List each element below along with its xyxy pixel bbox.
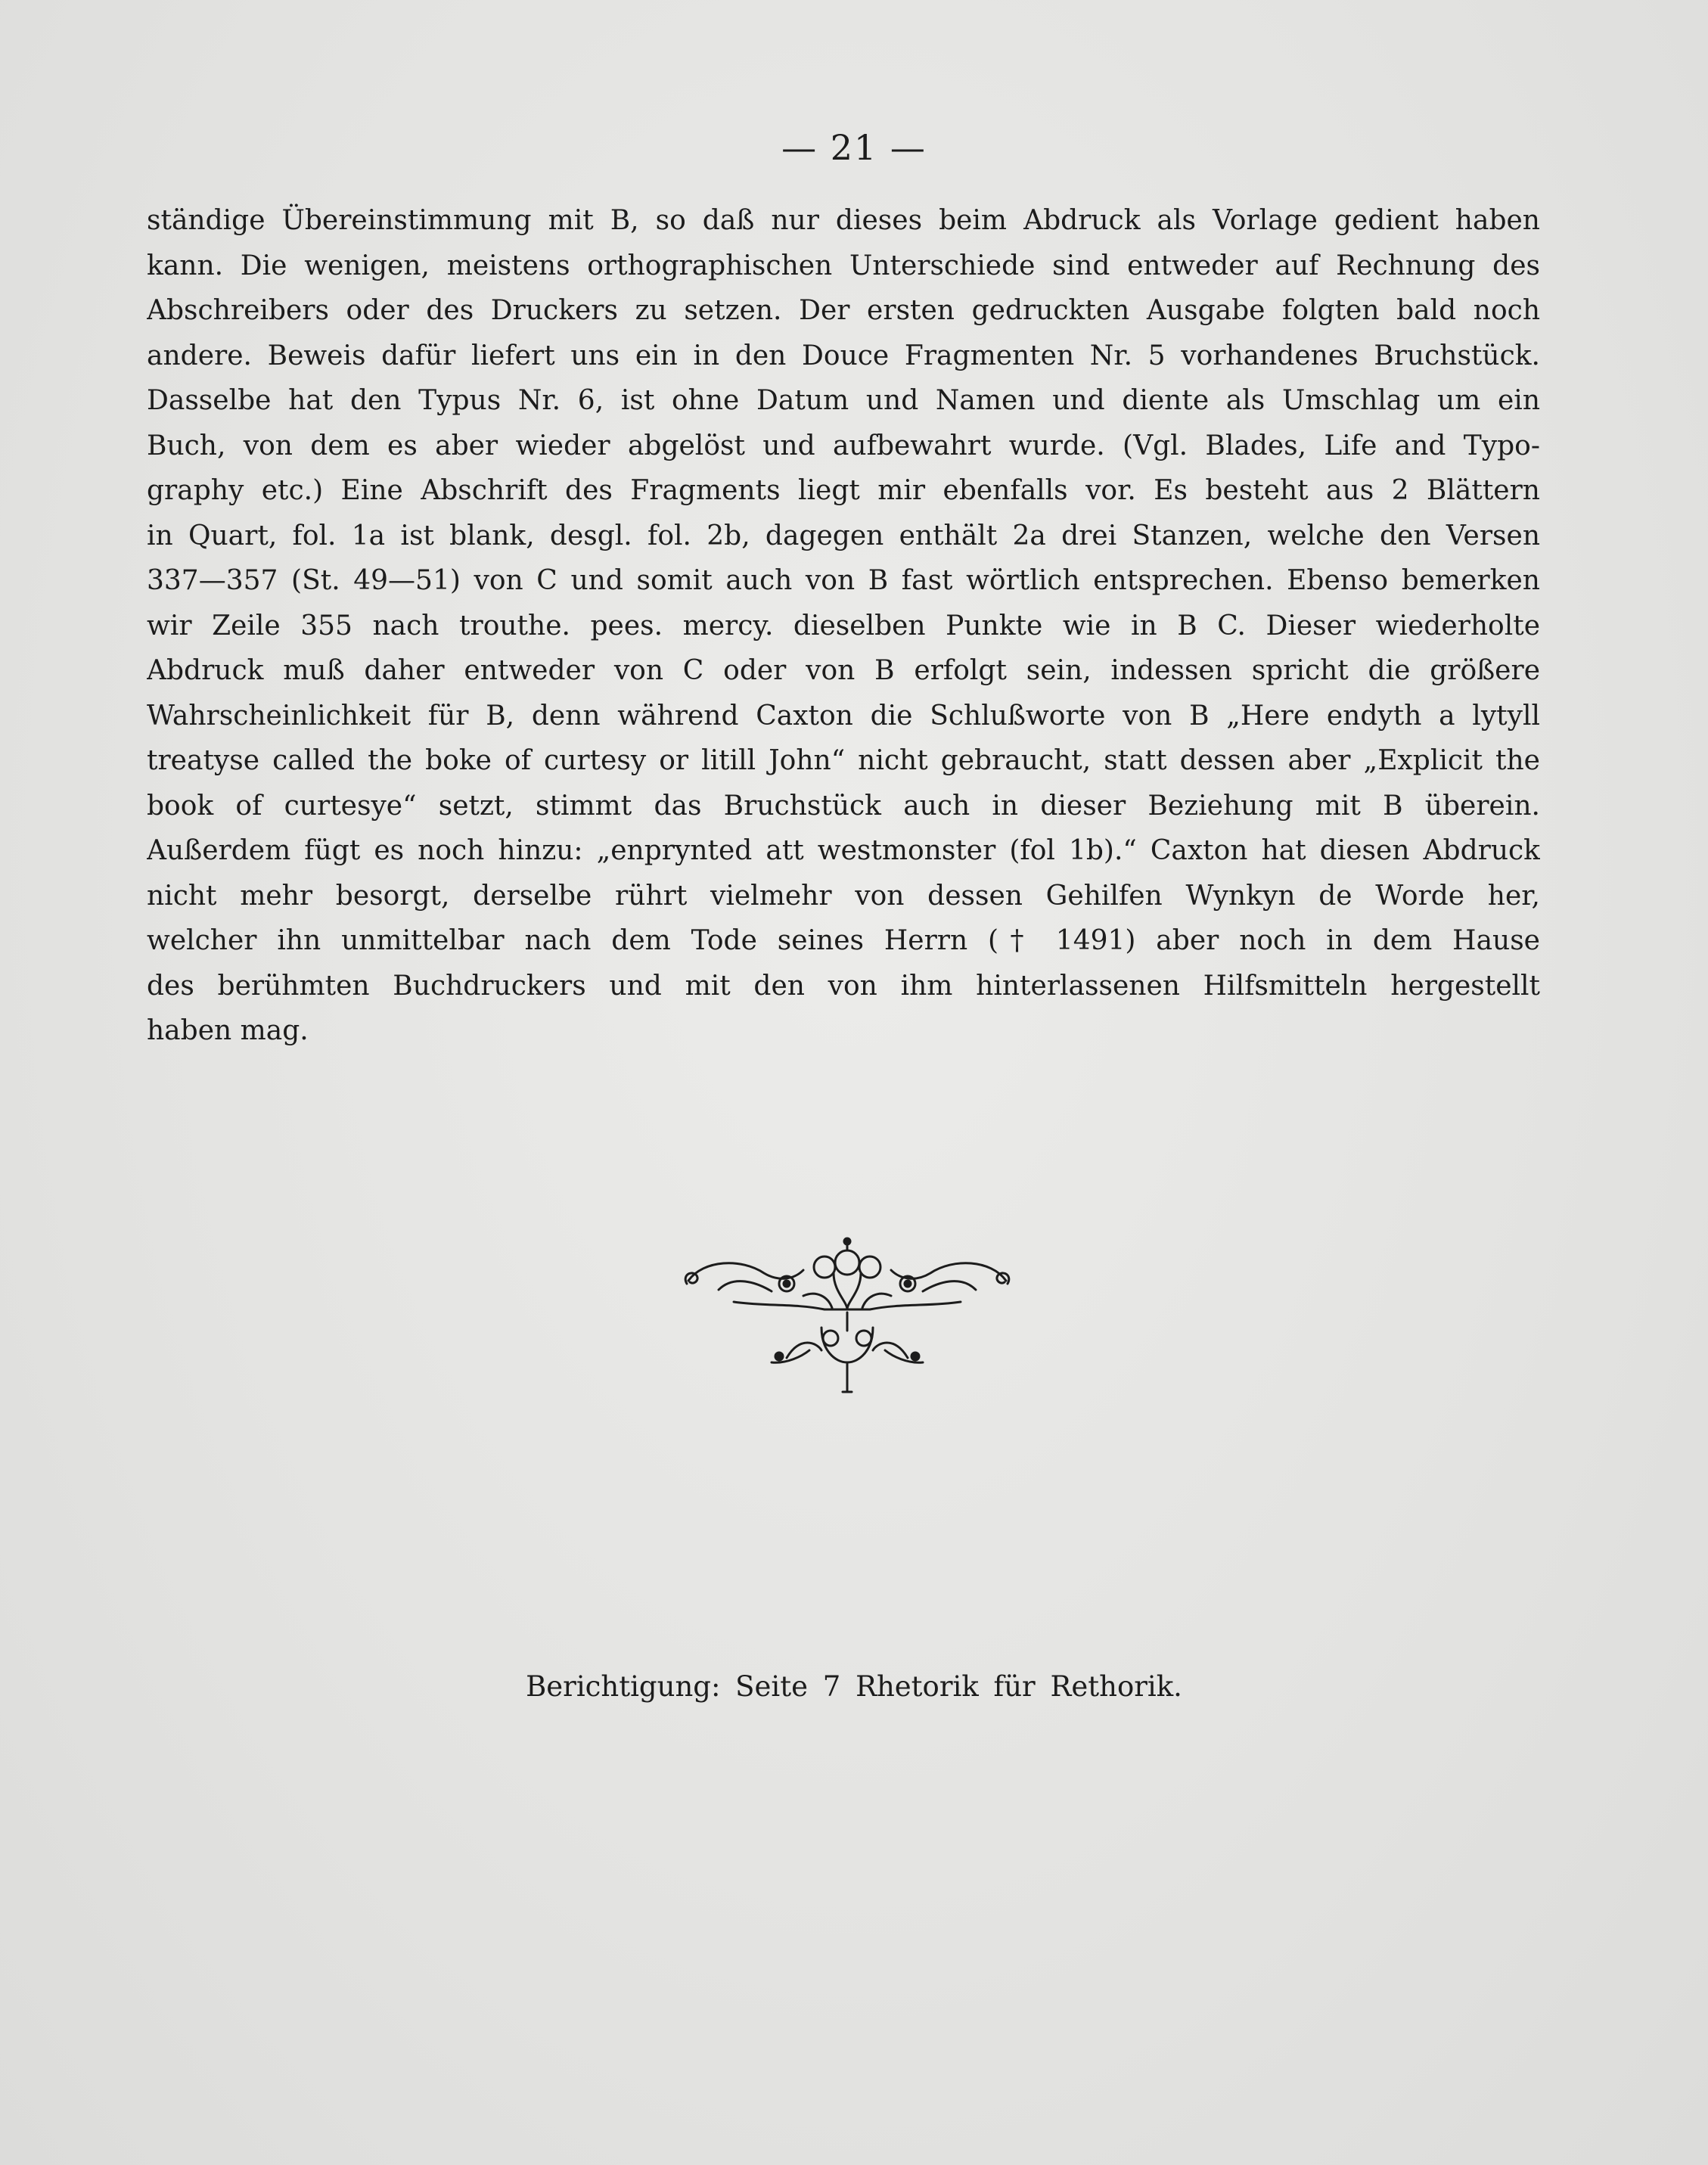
text-line: wir Zeile 355 nach trouthe. pees. mercy. dieselben Punkte wie in B C. Dieser wiederholte bbox=[147, 610, 1540, 641]
body-paragraph bbox=[147, 198, 1540, 1054]
text-line: 337—357 (St. 49—51) von C und somit auch von B fast wörtlich entsprechen. Ebenso bemerken bbox=[147, 565, 1540, 596]
text-line: Buch, von dem es aber wieder abgelöst und aufbewahrt wurde. (Vgl. Blades, Life and Typo- bbox=[147, 430, 1540, 461]
text-line: welcher ihn unmittelbar nach dem Tode seines Herrn († 1491) aber noch in dem Hause bbox=[147, 925, 1540, 956]
text-line: des berühmten Buchdruckers und mit den von ihm hinterlassenen Hilfsmitteln hergestellt bbox=[147, 970, 1540, 1002]
text-line: nicht mehr besorgt, derselbe rührt vielmehr von dessen Gehilfen Wynkyn de Worde her, bbox=[147, 880, 1540, 912]
text-line: kann. Die wenigen, meistens orthographischen Unterschiede sind entweder auf Rechnung des bbox=[147, 250, 1540, 281]
text-line: Abschreibers oder des Druckers zu setzen. Der ersten gedruckten Ausgabe folgten bald noch bbox=[147, 295, 1540, 326]
printers-flourish-ornament-icon bbox=[673, 1237, 1021, 1396]
text-line: graphy etc.) Eine Abschrift des Fragments liegt mir ebenfalls vor. Es besteht aus 2 Blättern bbox=[147, 475, 1540, 506]
text-line: in Quart, fol. 1a ist blank, desgl. fol. 2b, dagegen enthält 2a drei Stanzen, welche den Versen bbox=[147, 520, 1540, 551]
correction-note bbox=[0, 1670, 1708, 1703]
text-line: Dasselbe hat den Typus Nr. 6, ist ohne Datum und Namen und diente als Umschlag um ein bbox=[147, 385, 1540, 416]
text-line: andere. Beweis dafür liefert uns ein in den Douce Fragmenten Nr. 5 vorhandenes Bruchstück. bbox=[147, 340, 1540, 371]
correction-text: Berichtigung: Seite 7 Rhetorik für Rethorik. bbox=[526, 1670, 1182, 1703]
page-number: — 21 — bbox=[781, 127, 927, 168]
text-line: ständige Übereinstimmung mit B, so daß nur dieses beim Abdruck als Vorlage gedient haben bbox=[147, 205, 1540, 236]
text-line: Abdruck muß daher entweder von C oder von B erfolgt sein, indessen spricht die größere bbox=[147, 655, 1540, 686]
text-line: treatyse called the boke of curtesy or litill John“ nicht gebraucht, statt dessen aber „Explicit the bbox=[147, 745, 1540, 776]
text-line: Außerdem fügt es noch hinzu: „enprynted att westmonster (fol 1b).“ Caxton hat diesen Abdruck bbox=[147, 835, 1540, 866]
text-line: book of curtesye“ setzt, stimmt das Bruchstück auch in dieser Beziehung mit B überein. bbox=[147, 790, 1540, 822]
text-line-last: haben mag. bbox=[147, 1015, 309, 1046]
text-line: Wahrscheinlichkeit für B, denn während Caxton die Schlußworte von B „Here endyth a lytyll bbox=[147, 700, 1540, 732]
